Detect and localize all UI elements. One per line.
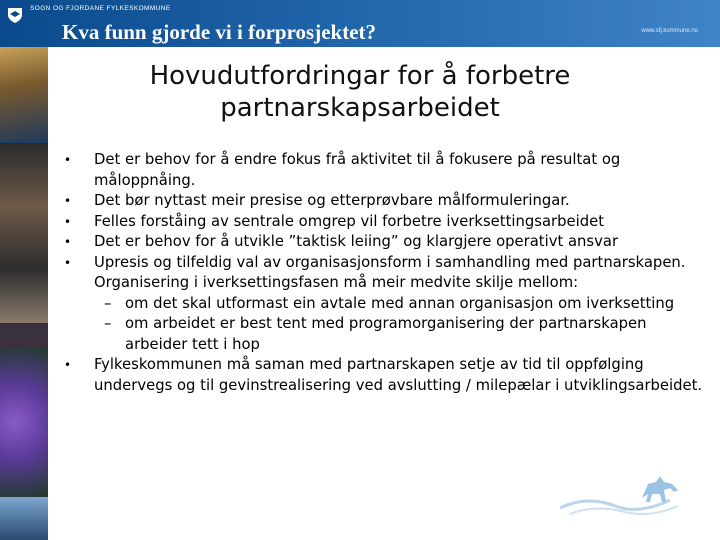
bullet-icon: •	[64, 153, 72, 167]
horse-wave-logo-icon	[560, 470, 700, 520]
title-line-1: Hovudutfordringar for å forbetre	[149, 61, 571, 91]
dash-icon: –	[104, 294, 112, 312]
county-crest-icon	[6, 6, 24, 24]
photo-strip	[0, 47, 48, 540]
sub-list	[94, 294, 710, 356]
list-item	[60, 355, 710, 396]
flower-photo	[0, 347, 48, 497]
list-item	[60, 232, 710, 253]
list-item-text: Upresis og tilfeldig val av organisasjonsform i samhandling med partnarskapen. Organisering i iverksettingsfasen må meir medvite skilje mellom:	[94, 253, 686, 291]
bullet-icon: •	[64, 358, 72, 372]
title-line-2: partnarskapsarbeidet	[220, 93, 500, 123]
dash-icon: –	[104, 315, 112, 332]
list-item-text: Felles forståing av sentrale omgrep vil forbetre iverksettingsarbeidet	[94, 212, 605, 230]
list-item	[60, 212, 710, 233]
sub-list-item	[94, 314, 710, 355]
bullet-list	[60, 150, 710, 396]
site-url: www.sfj.kommune.no	[641, 28, 698, 34]
bullet-icon: •	[64, 214, 72, 229]
list-item	[60, 191, 710, 212]
list-item-text: Det bør nyttast meir presise og etterprøvbare målformuleringar.	[94, 192, 570, 209]
list-item	[60, 150, 710, 191]
list-item	[60, 253, 710, 356]
slide-title	[100, 60, 620, 124]
list-item-text: Det er behov for å utvikle ”taktisk leiing” og klargjere operativt ansvar	[94, 233, 619, 250]
landscape-photo	[0, 47, 48, 142]
org-name: SOGN OG FJORDANE FYLKESKOMMUNE	[30, 5, 171, 12]
bullet-icon: •	[64, 194, 72, 208]
list-item-text: Det er behov for å endre fokus frå aktivitet til å fokusere på resultat og måloppnåing.	[94, 151, 621, 189]
bullet-icon: •	[64, 235, 72, 249]
list-item-text: Fylkeskommunen må saman med partnarskapen setje av tid til oppfølging undervegs og til gevinstrealisering ved avslutting / milepælar i utviklingsarbeidet.	[94, 356, 703, 394]
sub-list-item-text: om arbeidet er best tent med programorganisering der partnarskapen arbeider tett i hop	[125, 315, 647, 353]
header-bar	[0, 0, 720, 47]
sub-list-item-text: om det skal utformast ein avtale med annan organisasjon om iverksetting	[125, 294, 675, 312]
bullet-icon: •	[64, 255, 72, 270]
musician-photo	[0, 143, 48, 323]
slide-header: Kva funn gjorde vi i forprosjektet?	[62, 20, 377, 44]
sub-list-item	[94, 294, 710, 315]
fjord-photo	[0, 497, 48, 540]
